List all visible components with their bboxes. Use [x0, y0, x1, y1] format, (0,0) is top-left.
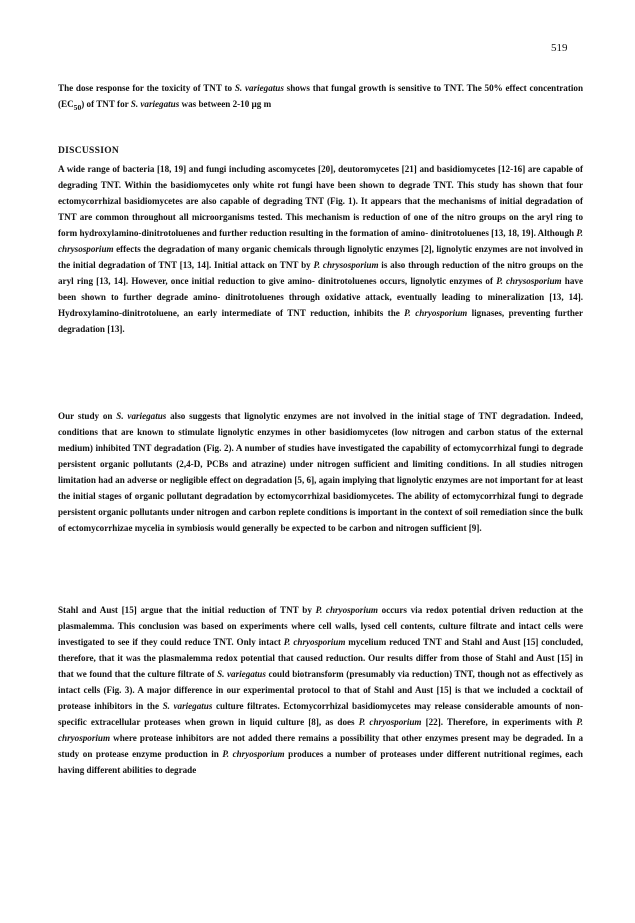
section-heading-discussion: DISCUSSION — [58, 146, 120, 156]
discussion-paragraph-2: Our study on S. variegatus also suggests that lignolytic enzymes are not involved in the initial stage of TNT degradation. Indeed, conditions that are known to stimulate lignolytic enzymes in other basidiomycetes (low nitrogen and carbon status of the external medium) inhibited TNT degradation (Fig. 2). A number of studies have investigated the capability of ectomycorrhizal fungi to degrade persistent organic pollutants (2,4-D, PCBs and atrazine) under nitrogen sufficient and limiting conditions. In all studies nitrogen limitation had an adverse or negligible effect on degradation [5, 6], again implying that lignolytic enzymes are not important for at least the initial stages of organic pollutant degradation by ectomycorrhizal basidiomycetes. The ability of ectomycorrhizal fungi to degrade persistent organic pollutants under nitrogen and carbon replete conditions is important in the context of soil remediation since the bulk of ectomycorrhizae mycelia in symbiosis would generally be expected to be carbon and nitrogen sufficient [9]. — [58, 411, 583, 533]
page-number: 519 — [551, 42, 568, 54]
results-paragraph: The dose response for the toxicity of TNT to S. variegatus shows that fungal growth is sensitive to TNT. The 50% effect concentration $(EC_{50})$ of TNT for S. variegatus was between 2-10 µg m — [58, 83, 583, 112]
discussion-paragraph-1: A wide range of bacteria [18, 19] and fungi including ascomycetes [20], deutoromycetes [21] and basidiomycetes [12-16] are capable of degrading TNT. Within the basidiomycetes only white rot fungi have been shown to degrade TNT. This study has shown that four ectomycorrhizal basidiomycetes are also capable of degrading TNT (Fig. 1). It appears that the mechanisms of initial degradation of TNT are common throughout all microorganisms tested. This mechanism is reduction of one of the nitro groups on the aryl ring to form hydroxylamino-dinitrotoluenes and further reduction resulting in the formation of amino- dinitrotoluenes [13, 18, 19]. Although P. chrysosporium effects the degradation of many organic chemicals through lignolytic enzymes [2], lignolytic enzymes are not involved in the initial degradation of TNT [13, 14]. Initial attack on TNT by P. chrysosporium is also through reduction of the nitro groups on the aryl ring [13, 14]. However, once initial reduction to give amino- dinitrotoluenes occurs, lignolytic enzymes of P. chrysosporium have been shown to further degrade amino- dinitrotoluenes through oxidative attack, eventually leading to mineralization [13, 14]. Hydroxylamino-dinitrotoluene, an early intermediate of TNT reduction, inhibits the P. chryosporium lignases, preventing further degradation [13]. — [58, 164, 583, 334]
discussion-paragraph-3: Stahl and Aust [15] argue that the initial reduction of TNT by P. chryosporium occurs via redox potential driven reduction at the plasmalemma. This conclusion was based on experiments where cell walls, lysed cell contents, culture filtrate and intact cells were investigated to see if they could reduce TNT. Only intact P. chryosporium mycelium reduced TNT and Stahl and Aust [15] concluded, therefore, that it was the plasmalemma redox potential that caused reduction. Our results differ from those of Stahl and Aust [15] in that we found that the culture filtrate of S. variegatus could biotransform (presumably via reduction) TNT, though not as effectively as intact cells (Fig. 3). A major difference in our experimental protocol to that of Stahl and Aust [15] is that we included a cocktail of protease inhibitors in the S. variegatus culture filtrates. Ectomycorrhizal basidiomycetes may release considerable amounts of non-specific extracellular proteases when grown in liquid culture [8], as does P. chryosporium [22]. Therefore, in experiments with P. chryosporium where protease inhibitors are not added there remains a possibility that other enzymes present may be degraded. In a study on protease enzyme production in P. chryosporium produces a number of proteases under different nutritional regimes, each having different abilities to degrade — [58, 605, 584, 775]
